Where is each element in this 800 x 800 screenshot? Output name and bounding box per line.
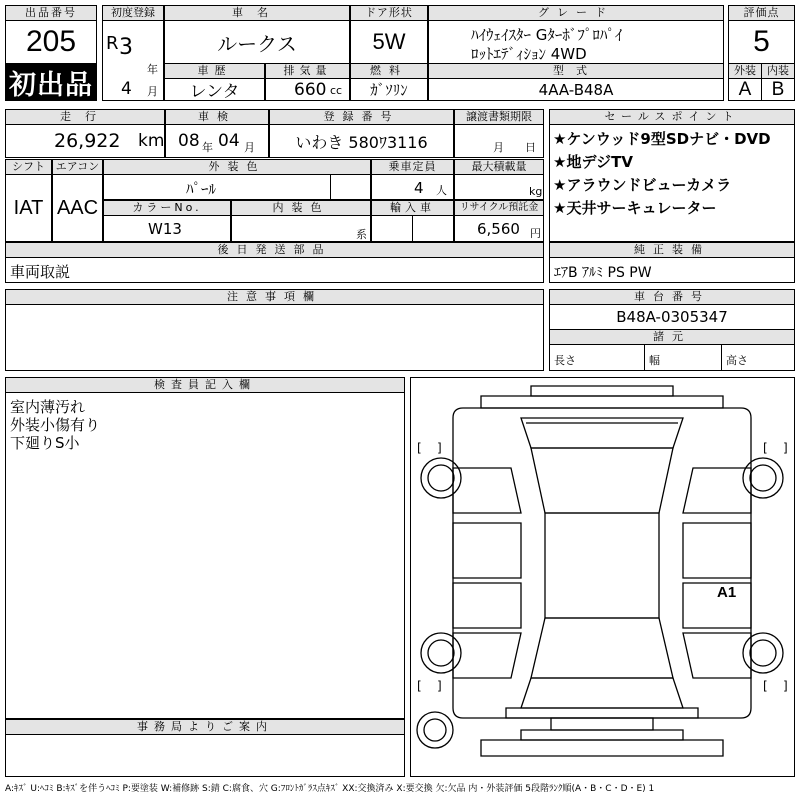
mileage-value: 26,922 [54,130,121,152]
door-value: 5W [372,29,406,54]
car-name [164,20,350,64]
displacement [265,78,350,101]
svg-text:[: [ [417,679,422,693]
car-outline [411,378,794,776]
capacity-label: 乗車定員 [371,159,454,175]
exterior-grade [728,78,762,101]
reg-year: 3 [119,35,133,60]
fuel-label: 燃料 [350,63,428,79]
recycle-label: リサイクル預託金 [454,200,544,216]
ext-color-label: 外装色 [103,159,371,175]
ext-color-extra [330,174,371,200]
capacity-unit: 人 [436,184,447,197]
model [428,78,724,101]
lot-no [5,20,97,64]
history-label: 車歴 [164,63,265,79]
svg-text:]: ] [783,441,788,455]
kg-unit: kg [529,185,543,198]
km-unit: km [138,131,165,151]
inspector-line: 室内薄汚れ [10,398,86,416]
chassis [549,304,795,330]
reg-no [269,124,454,158]
ac-label: エアコン [52,159,103,175]
insp-month-unit: 月 [244,141,255,154]
transfer-deadline [454,124,544,158]
int-color-unit: 系 [356,228,367,241]
inspection [165,124,269,158]
score [728,20,795,64]
sales-points [549,124,795,242]
int-color [231,215,371,242]
dim-width-label: 幅 [649,354,660,367]
exterior-label: 外装 [728,63,762,79]
svg-text:]: ] [437,679,442,693]
grade-line2: ﾛｯﾄｴﾃﾞｨｼｮﾝ 4WD [471,45,587,63]
exterior-grade-value: A [738,78,752,100]
history [164,78,265,101]
import-extra [412,215,454,242]
notes-label: 注意事項欄 [5,289,544,305]
recycle [454,215,544,242]
office-label: 事務局よりご案内 [5,719,405,735]
door-type [350,20,428,64]
sales-point: ★アラウンドビューカメラ [553,176,732,194]
color-no-value: W13 [148,220,182,238]
color-no-label: カラーNo. [103,200,231,216]
svg-text:[: [ [763,679,768,693]
grade-label: グレード [428,5,724,21]
max-load-label: 最大積載量 [454,159,544,175]
inspection-label: 車検 [165,109,269,125]
grade-line1: ﾊｲｳｪｲｽﾀｰ Gﾀｰﾎﾞﾌﾟﾛﾊﾟｲ [471,26,623,44]
svg-text:[: [ [417,441,422,455]
car-diagram [410,377,795,777]
equipment-value: ｴｱB ｱﾙﾐ PS PW [554,265,652,281]
dim-height-label: 高さ [726,354,748,367]
car-name-value: ルークス [217,31,297,56]
year-unit: 年 [147,63,158,76]
cc-unit: cc [330,84,343,97]
shift [5,174,52,242]
damage-legend: A:ｷｽﾞ U:ﾍｺﾐ B:ｷｽﾞを伴うﾍｺﾐ P:要塗装 W:補修跡 S:錆 C:腐食、穴 G:ﾌﾛﾝﾄｶﾞﾗｽ点ｷｽﾞ XX:交換済み X:要交換 欠:欠品 内・外装評価 5段階ﾗﾝｸ順(A・B・C・D・E) 1 [5,784,655,794]
ac-value: AAC [56,196,99,219]
dim-width [644,344,722,371]
lot-no-label: 出品番号 [5,5,97,21]
fuel [350,78,428,101]
reg-month: 4 [121,79,132,99]
svg-text:]: ] [783,679,788,693]
import [371,215,413,242]
grade [428,20,724,64]
dim-length-label: 長さ [554,354,576,367]
lot-no-value: 205 [25,25,77,58]
model-value: 4AA-B48A [538,80,614,99]
recycle-value: 6,560 [477,220,520,238]
equipment [549,257,795,283]
era: R [106,33,119,54]
yen-unit: 円 [530,227,541,240]
score-value: 5 [753,25,770,58]
inspector-line: 下廻りS小 [10,434,80,452]
insp-year-unit: 年 [202,141,213,154]
transfer-label: 譲渡書類期限 [454,109,544,125]
history-value: レンタ [189,82,240,101]
ac [52,174,103,242]
later-parts-value: 車両取説 [10,263,71,281]
ext-color-value: ﾊﾟｰﾙ [186,180,217,198]
score-label: 評価点 [728,5,795,21]
chassis-label: 車台番号 [549,289,795,305]
office-info [5,734,405,777]
first-reg-label: 初度登録 [102,5,164,21]
inspector-label: 検査員記入欄 [5,377,405,393]
fuel-value: ｶﾞｿﾘﾝ [370,81,408,99]
svg-text:]: ] [437,441,442,455]
shift-value: IAT [13,196,44,219]
interior-label: 内装 [761,63,795,79]
notes [5,304,544,371]
interior-grade-value: B [771,78,785,100]
interior-grade [761,78,795,101]
dimensions-label: 諸元 [549,329,795,345]
sales-label: セールスポイント [549,109,795,125]
sales-point: ★地デジTV [553,153,633,171]
shift-label: シフト [5,159,52,175]
model-label: 型式 [428,63,724,79]
dim-length [549,344,645,371]
later-parts-label: 後日発送部品 [5,242,544,258]
insp-year: 08 [178,131,200,151]
equipment-label: 純正装備 [549,242,795,258]
transfer-month-unit: 月 [493,141,504,154]
sales-point: ★天井サーキュレーター [553,199,717,217]
ext-color [103,174,331,200]
mileage [5,124,165,158]
reg-no-value: いわき 580ﾜ3116 [295,132,428,152]
first-reg-cell [102,20,164,101]
displacement-value: 660 [294,80,327,100]
dim-height [721,344,795,371]
import-label: 輸入車 [371,200,454,216]
displacement-label: 排気量 [265,63,350,79]
chassis-value: B48A-0305347 [616,308,728,326]
mileage-label: 走行 [5,109,165,125]
int-color-label: 内装色 [231,200,371,216]
door-label: ドア形状 [350,5,428,21]
insp-month: 04 [218,131,240,151]
transfer-day-unit: 日 [525,141,536,154]
inspector-notes [5,392,405,719]
car-name-label: 車名 [164,5,350,21]
later-parts [5,257,544,283]
damage-mark: A1 [717,584,737,601]
sales-point: ★ケンウッド9型SDナビ・DVD [553,130,771,148]
max-load [454,174,544,200]
color-no [103,215,231,242]
svg-text:[: [ [763,441,768,455]
inspector-line: 外装小傷有り [10,416,101,434]
first-listing-badge: 初出品 [5,63,97,101]
month-unit: 月 [147,85,158,98]
capacity-value: 4 [414,179,424,197]
reg-no-label: 登録番号 [269,109,454,125]
capacity [371,174,454,200]
